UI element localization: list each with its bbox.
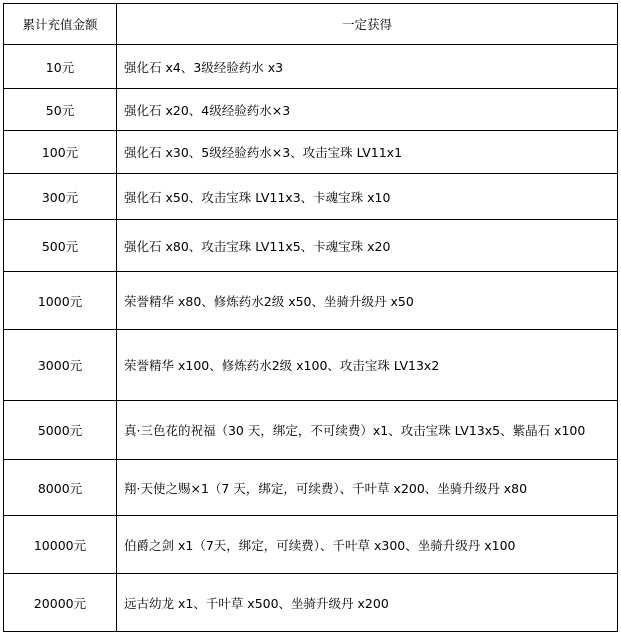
amount-cell: 10元 — [4, 45, 117, 89]
amount-cell: 1000元 — [4, 272, 117, 330]
reward-column-header: 一定获得 — [117, 4, 618, 45]
amount-cell: 5000元 — [4, 401, 117, 460]
amount-column-header: 累计充值金额 — [4, 4, 117, 45]
reward-cell: 强化石 x20、4级经验药水×3 — [117, 89, 618, 131]
reward-cell: 强化石 x50、攻击宝珠 LV11x3、卡魂宝珠 x10 — [117, 174, 618, 220]
table-row — [4, 401, 618, 460]
table-row — [4, 516, 618, 574]
table-header-row — [4, 4, 618, 45]
amount-cell: 500元 — [4, 220, 117, 272]
recharge-reward-table — [3, 3, 618, 632]
amount-cell: 50元 — [4, 89, 117, 131]
reward-cell: 荣誉精华 x100、修炼药水2级 x100、攻击宝珠 LV13x2 — [117, 330, 618, 401]
amount-cell: 20000元 — [4, 574, 117, 632]
table-row — [4, 574, 618, 632]
amount-cell: 3000元 — [4, 330, 117, 401]
table-row — [4, 89, 618, 131]
table-row — [4, 272, 618, 330]
table-row — [4, 131, 618, 174]
reward-cell: 翔·天使之赐×1（7 天，绑定，可续费）、千叶草 x200、坐骑升级丹 x80 — [117, 460, 618, 516]
table-row — [4, 174, 618, 220]
reward-cell: 强化石 x4、3级经验药水 x3 — [117, 45, 618, 89]
reward-cell: 荣誉精华 x80、修炼药水2级 x50、坐骑升级丹 x50 — [117, 272, 618, 330]
reward-cell: 真·三色花的祝福（30 天，绑定，不可续费）x1、攻击宝珠 LV13x5、紫晶石 x100 — [117, 401, 618, 460]
reward-cell: 强化石 x30、5级经验药水×3、攻击宝珠 LV11x1 — [117, 131, 618, 174]
amount-cell: 8000元 — [4, 460, 117, 516]
table-row — [4, 330, 618, 401]
reward-cell: 强化石 x80、攻击宝珠 LV11x5、卡魂宝珠 x20 — [117, 220, 618, 272]
amount-cell: 300元 — [4, 174, 117, 220]
table-row — [4, 45, 618, 89]
reward-cell: 远古幼龙 x1、千叶草 x500、坐骑升级丹 x200 — [117, 574, 618, 632]
table-row — [4, 220, 618, 272]
amount-cell: 100元 — [4, 131, 117, 174]
amount-cell: 10000元 — [4, 516, 117, 574]
reward-cell: 伯爵之剑 x1（7天，绑定，可续费）、千叶草 x300、坐骑升级丹 x100 — [117, 516, 618, 574]
table-row — [4, 460, 618, 516]
